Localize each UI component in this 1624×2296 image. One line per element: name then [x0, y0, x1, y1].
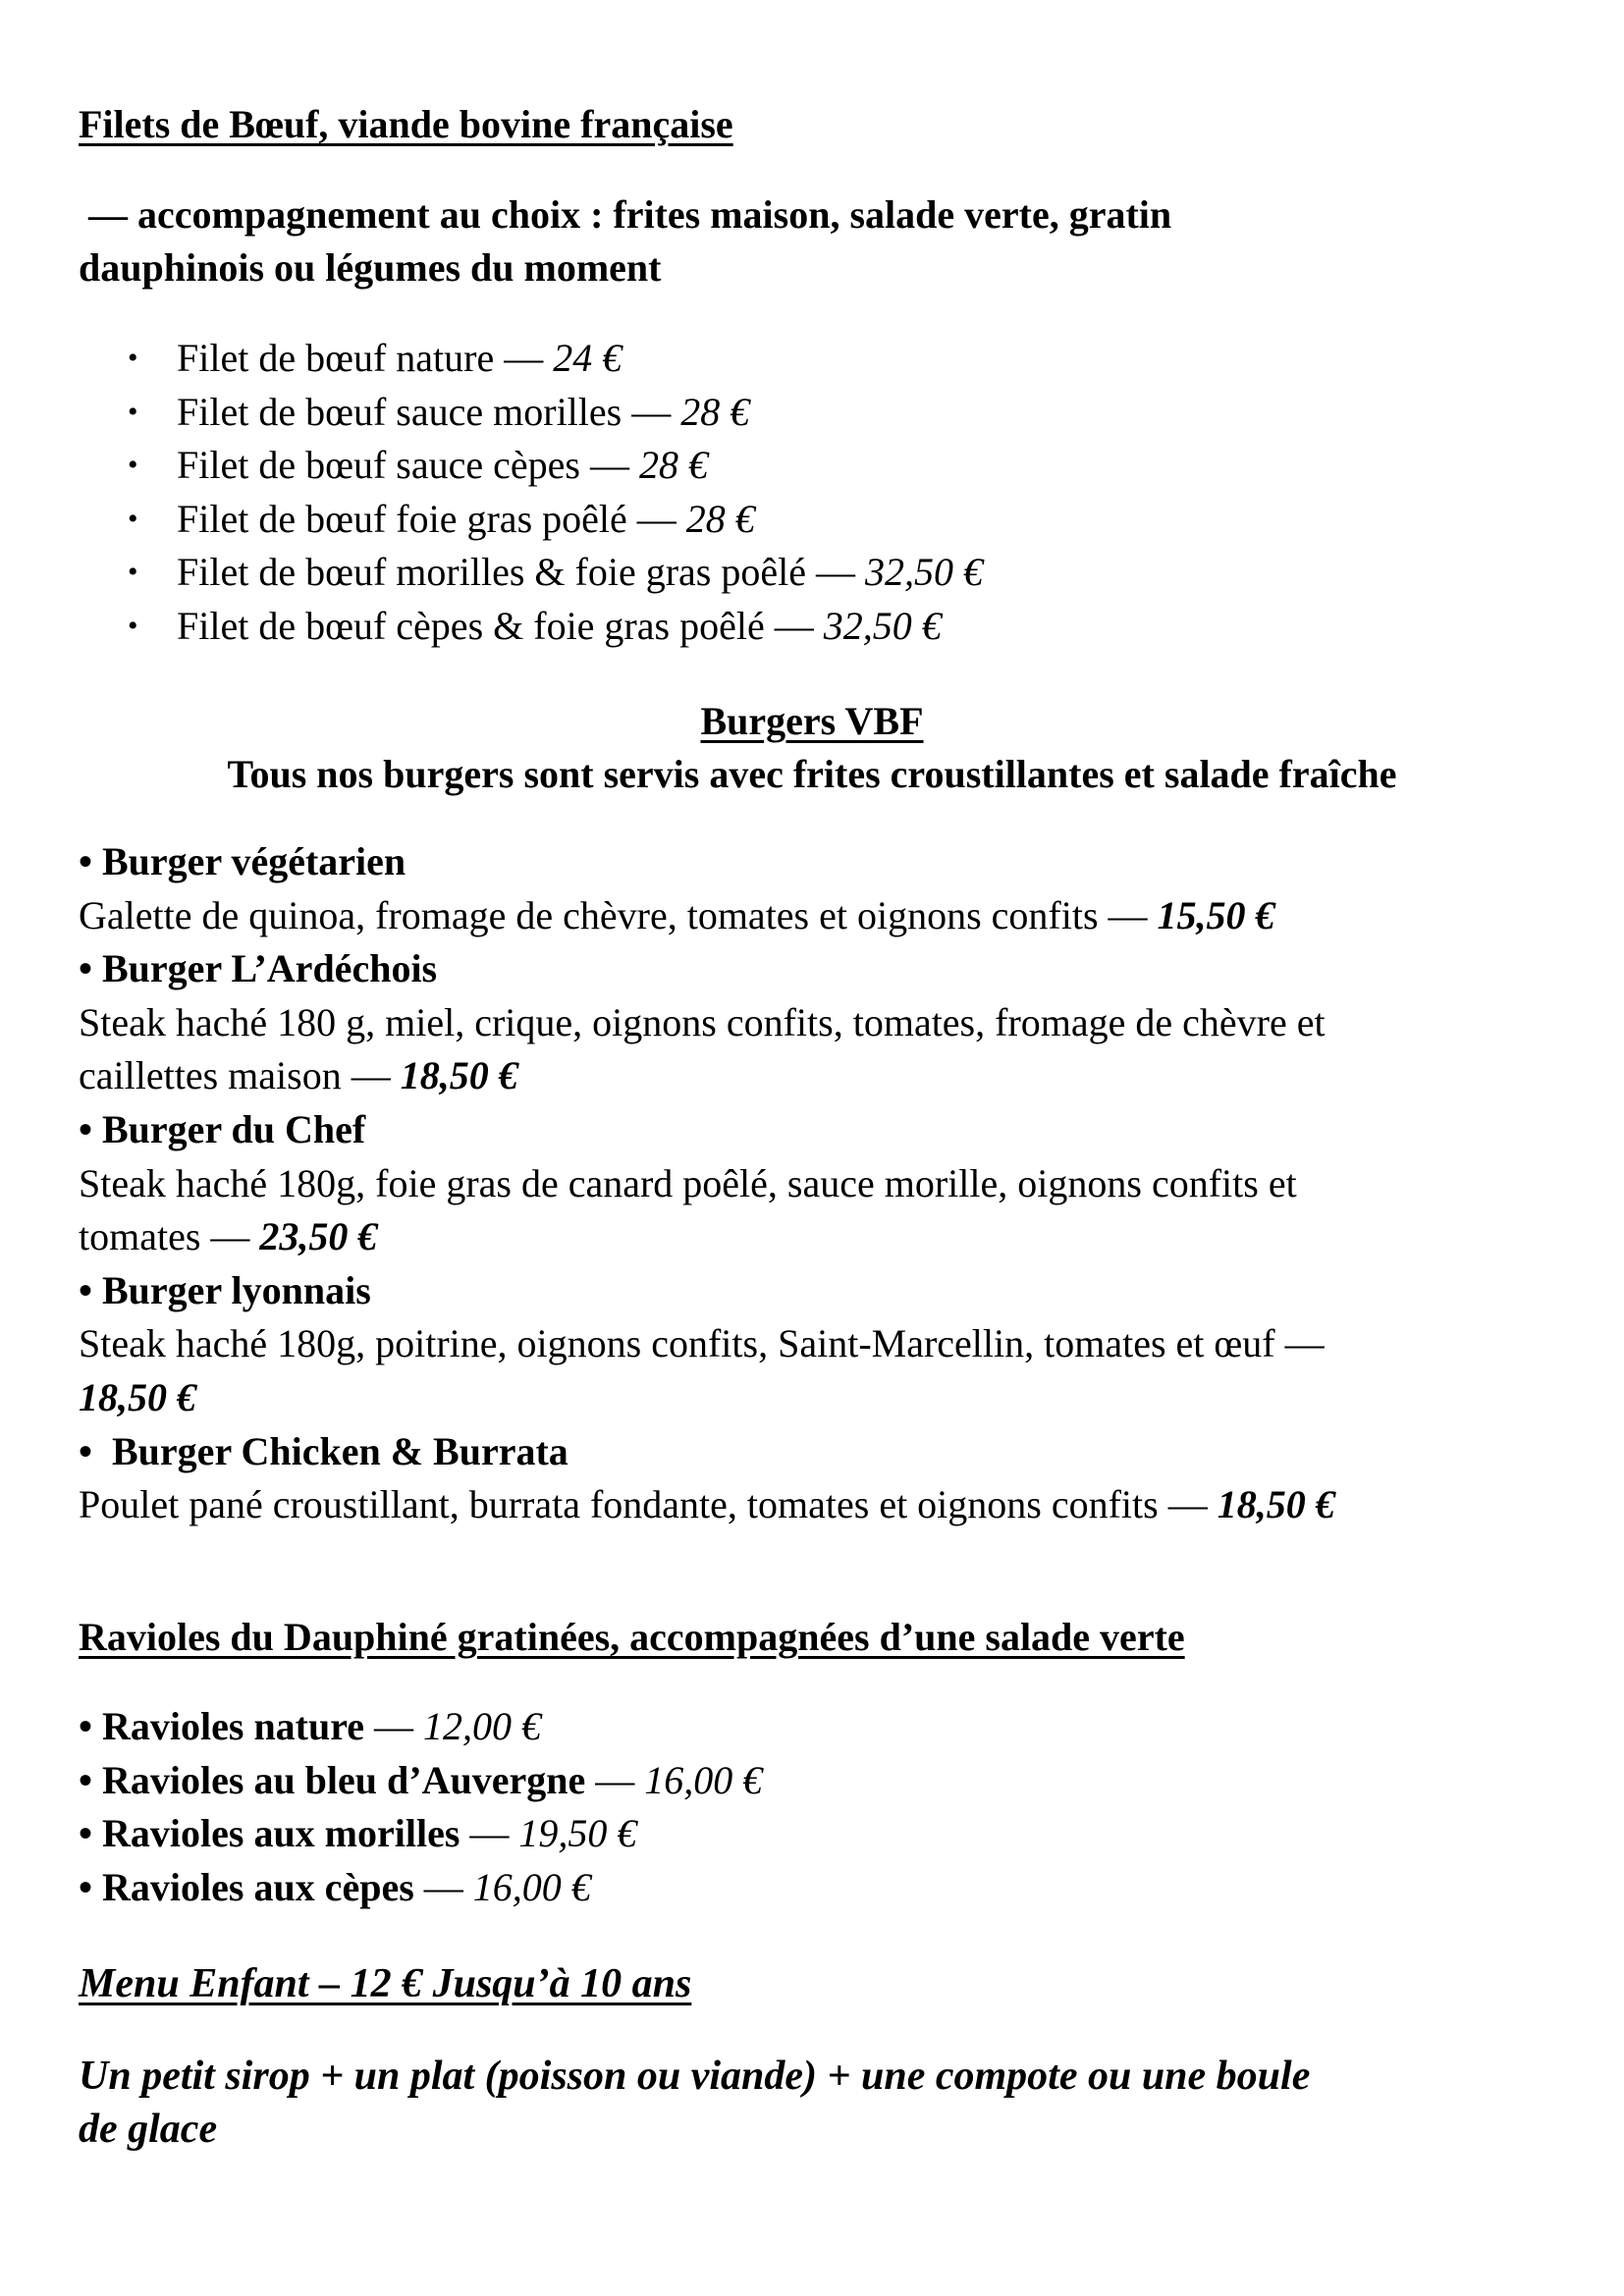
- burger-name: • Burger L’Ardéchois: [79, 946, 438, 991]
- burgers-title: Burgers VBF: [700, 699, 924, 743]
- burger-name: • Burger Chicken & Burrata: [79, 1428, 568, 1473]
- menu-enfant-desc-line2: de glace: [79, 2107, 218, 2152]
- burger-price: 18,50 €: [79, 1374, 196, 1419]
- menu-enfant-title: Menu Enfant – 12 € Jusqu’à 10 ans: [79, 1961, 692, 2006]
- item-price: 28 €: [638, 443, 708, 488]
- filets-title: Filets de Bœuf, viande bovine française: [79, 102, 733, 146]
- item-price: 32,50 €: [864, 550, 983, 595]
- item-price: 24 €: [553, 336, 623, 380]
- item-price: 16,00 €: [472, 1864, 591, 1909]
- list-item: • Filet de bœuf foie gras poêlé — 28 €: [128, 493, 983, 547]
- list-item: • Ravioles aux morilles — 19,50 €: [79, 1811, 637, 1856]
- menu-enfant-desc-line1: Un petit sirop + un plat (poisson ou viande) + une compote ou une boule: [79, 2054, 1311, 2099]
- burger-description: Steak haché 180g, poitrine, oignons confits, Saint-Marcellin, tomates et œuf —: [79, 1321, 1325, 1366]
- burger-price: 15,50 €: [1157, 892, 1275, 937]
- burger-description: Poulet pané croustillant, burrata fondante, tomates et oignons confits — 18,50 €: [79, 1482, 1335, 1527]
- burger-description: Galette de quinoa, fromage de chèvre, tomates et oignons confits — 15,50 €: [79, 892, 1275, 937]
- filets-subtitle-line2: dauphinois ou légumes du moment: [79, 245, 662, 290]
- burger-description: tomates — 23,50 €: [79, 1214, 378, 1259]
- list-item: • Ravioles aux cèpes — 16,00 €: [79, 1864, 591, 1909]
- item-price: 16,00 €: [644, 1757, 763, 1802]
- list-item: • Ravioles au bleu d’Auvergne — 16,00 €: [79, 1757, 763, 1802]
- burger-name: • Burger lyonnais: [79, 1267, 371, 1312]
- item-price: 32,50 €: [823, 603, 942, 648]
- burger-price: 18,50 €: [400, 1053, 518, 1098]
- item-price: 28 €: [685, 496, 755, 541]
- burgers-list: [79, 835, 1565, 1532]
- filets-subtitle-line1: — accompagnement au choix : frites maison, salade verte, gratin: [79, 192, 1172, 237]
- burger-price: 18,50 €: [1217, 1482, 1335, 1527]
- burger-description: Steak haché 180 g, miel, crique, oignons confits, tomates, fromage de chèvre et: [79, 999, 1326, 1044]
- list-item: • Ravioles nature — 12,00 €: [79, 1704, 542, 1748]
- burger-description: Steak haché 180g, foie gras de canard poêlé, sauce morille, oignons confits et: [79, 1160, 1297, 1205]
- list-item: • Filet de bœuf sauce morilles — 28 €: [128, 386, 983, 440]
- burger-name: • Burger végétarien: [79, 839, 406, 883]
- list-item: • Filet de bœuf morilles & foie gras poêlé — 32,50 €: [128, 546, 983, 600]
- ravioles-title: Ravioles du Dauphiné gratinées, accompagnées d’une salade verte: [79, 1615, 1185, 1659]
- list-item: • Filet de bœuf nature — 24 €: [128, 332, 983, 386]
- burger-description: caillettes maison — 18,50 €: [79, 1053, 518, 1098]
- item-price: 12,00 €: [423, 1704, 542, 1748]
- burger-price: 23,50 €: [259, 1214, 378, 1259]
- list-item: • Filet de bœuf sauce cèpes — 28 €: [128, 439, 983, 493]
- list-item: • Filet de bœuf cèpes & foie gras poêlé — 32,50 €: [128, 600, 983, 654]
- item-price: 28 €: [680, 389, 750, 434]
- burger-name: • Burger du Chef: [79, 1106, 366, 1151]
- filets-list: [128, 332, 983, 654]
- ravioles-list: [79, 1700, 1565, 1914]
- burgers-subtitle: Tous nos burgers sont servis avec frites croustillantes et salade fraîche: [227, 752, 1397, 796]
- item-price: 19,50 €: [518, 1811, 637, 1856]
